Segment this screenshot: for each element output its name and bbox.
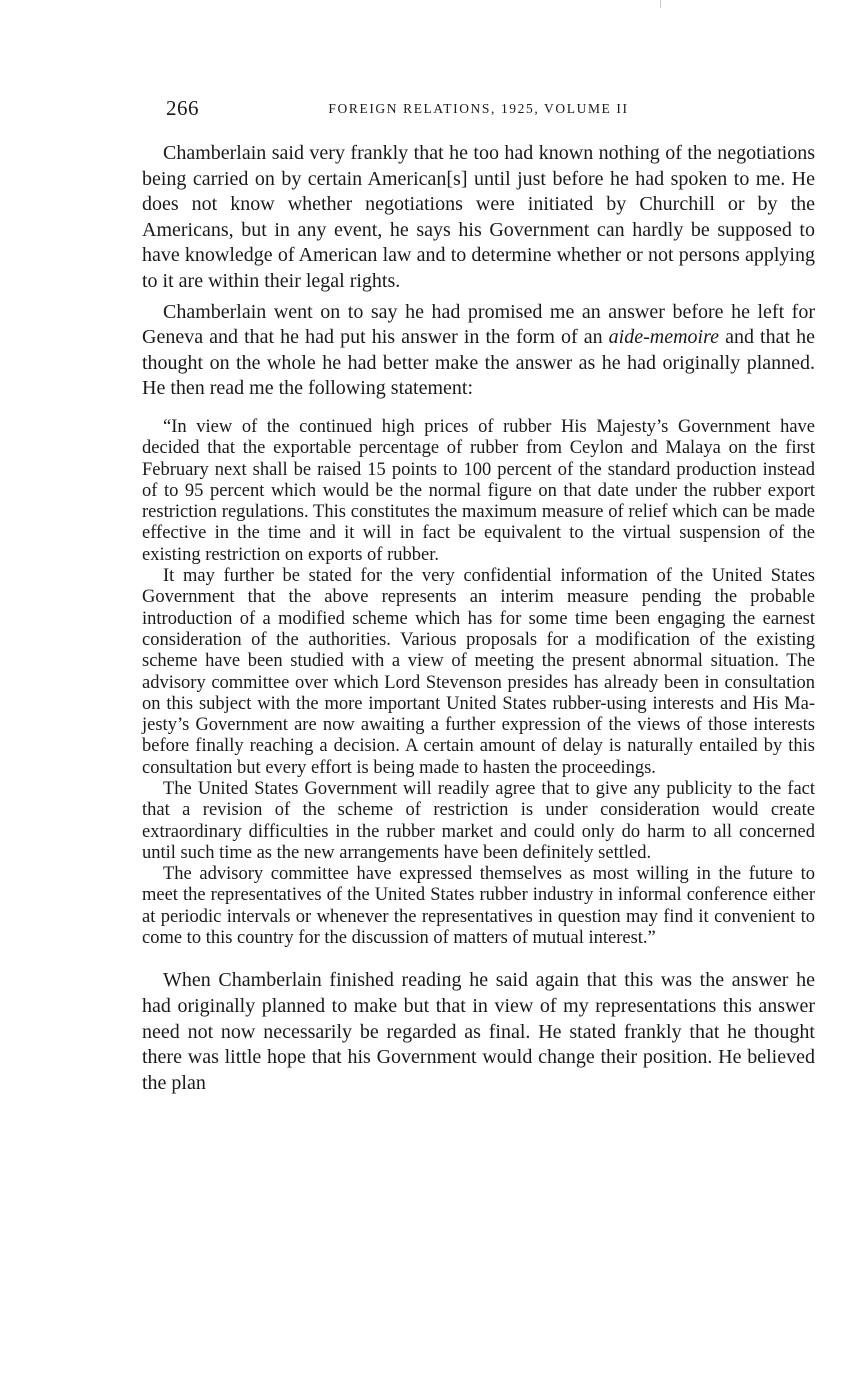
quote-paragraph-4: The advisory committee have expressed themselves as most willing in the future to meet the representatives of the United States rubber industry in informal conference either at periodic intervals or whenever the representatives in question may find it convenient to come to this country for the discussion of matters of mutual interest.” bbox=[142, 864, 815, 949]
paragraph-1: Chamberlain said very frankly that he too had known nothing of the negotiations being carried on by certain American[s] until just before he had spoken to me. He does not know whether negotiations were initiated by Churchill or by the Americans, but in any event, he says his Government can hardly be supposed to have knowledge of American law and to determine whether or not persons applying to it are within their legal rights. bbox=[142, 142, 815, 292]
paragraph-2 bbox=[142, 300, 815, 402]
quote-paragraph-3: The United States Government will readily agree that to give any publicity to the fact that a revision of the scheme of restriction is under consideration would create extraordinary difficulties in the rubber market and could only do harm to all concerned until such time as the new arrangements have been definitely settled. bbox=[142, 778, 815, 863]
paragraph-2-start: Chamberlain went on to say he had promised me an answer before he left for Geneva and that he had put his answer in the form of an bbox=[142, 300, 815, 349]
page-header bbox=[142, 96, 815, 128]
paragraph-2-end: and that he thought on the whole he had better make the answer as he had originally planned. He then read me the following statement: bbox=[142, 326, 815, 400]
aide-memoire-term: aide-memoire bbox=[608, 326, 720, 349]
page-number: 266 bbox=[166, 96, 199, 120]
quote-paragraph-1: “In view of the continued high prices of rubber His Majesty’s Government have decided that the exportable percentage of rubber from Ceylon and Malaya on the first February next shall be raised 15 points to 100 percent of the standard production instead of to 95 percent which would be the normal figure on that date under the rubber export restriction regulations. This constitutes the maximum measure of relief which can be made effective in the time and it will in fact be equivalent to the virtual suspension of the existing restriction on exports of rubber. bbox=[142, 416, 815, 565]
paragraph-3: When Chamberlain finished reading he said again that this was the answer he had originally planned to make but that in view of my representations this answer need not now necessarily be regarded as final. He stated frankly that he thought there was little hope that his Government would change their position. He believed the plan bbox=[142, 969, 815, 1094]
document-page bbox=[142, 96, 815, 1101]
running-title: FOREIGN RELATIONS, 1925, VOLUME II bbox=[328, 101, 629, 116]
quote-paragraph-2: It may further be stated for the very confidential information of the United States Government that the above represents an interim measure pending the probable introduction of a modified scheme which has for some time been engaging the earnest consideration of the authorities. Various proposals for a modification of the existing scheme have been studied with a view of meeting the present abnormal situation. The advisory committee over which Lord Stevenson presides has already been in consultation on this subject with the more important United States rubber-using interests and His Majesty’s Government are now awaiting a further expression of the views of those interests before finally reaching a decision. A certain amount of delay is naturally entailed by this consultation but every effort is being made to hasten the proceedings. bbox=[142, 566, 815, 778]
scan-mark bbox=[660, 0, 661, 8]
quoted-statement bbox=[142, 417, 815, 949]
